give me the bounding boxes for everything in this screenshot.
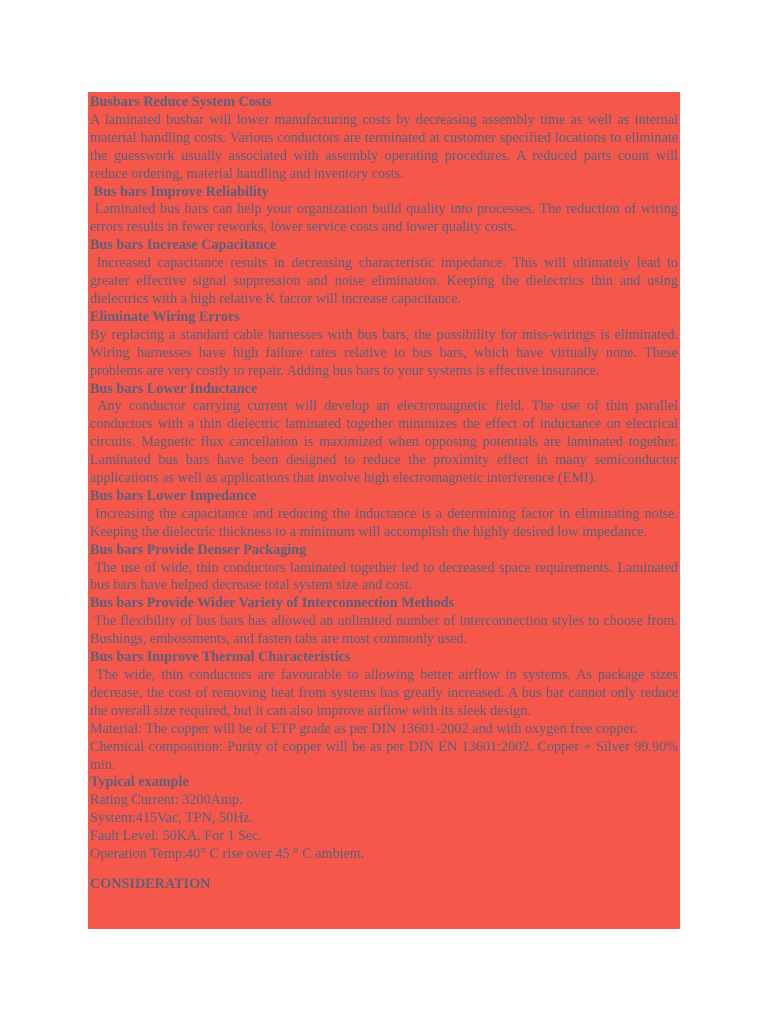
typical-line: Fault Level: 50KA. For 1 Sec. xyxy=(90,828,263,845)
section-heading: Bus bars Lower Inductance xyxy=(90,380,258,397)
section-heading: Bus bars Increase Capacitance xyxy=(90,237,277,254)
section-heading: Bus bars Provide Denser Packaging xyxy=(90,541,307,558)
section-body: Laminated bus bars can help your organization build quality into processes. The reduction of wiring errors results in fewer reworks, lower service costs and lower quality costs. xyxy=(90,201,682,236)
section-heading: Eliminate Wiring Errors xyxy=(90,308,240,325)
section-body: Any conductor carrying current will develop an electromagnetic field. The use of thin parallel conductors with a thin dielectric laminated together minimizes the effect of inductance on electrical circuits. Magnetic flux cancellation is maximized when opposing potentials are laminated together. Laminated bus bars have been designed to reduce the proximity effect in many semiconductor applications as well as applications that involve high electromagnetic interference (EMI). xyxy=(90,398,682,487)
section-body: The flexibility of bus bars has allowed an unlimited number of interconnection styles to choose from. Bushings, embossments, and fasten tabs are most commonly used. xyxy=(90,613,682,648)
section-heading: Busbars Reduce System Costs xyxy=(90,94,272,110)
section-body: Increasing the capacitance and reducing the inductance is a determining factor in eliminating noise. Keeping the dielectric thickness to a minimum will accomplish the highly desired low impedance. xyxy=(90,505,682,540)
section-body: The wide, thin conductors are favourable to allowing better airflow in systems. As package sizes decrease, the cost of removing heat from systems has greatly increased. A bus bar cannot only reduce the overall size required, but it can also improve airflow with its sleek design. xyxy=(90,667,682,719)
section-body: Increased capacitance results in decreasing characteristic impedance. This will ultimately lead to greater effective signal suppression and noise elimination. Keeping the dielectrics thin and using dielectrics with a high relative K factor will increase capacitance. xyxy=(90,255,682,307)
typical-line: Rating Current: 3200Amp. xyxy=(90,792,243,809)
material-text: Material: The copper will be of ETP grade as per DIN 13601-2002 and with oxygen free copper. xyxy=(90,720,638,737)
section-heading: Bus bars Improve Thermal Characteristics xyxy=(90,649,351,666)
section-body: By replacing a standard cable harnesses with bus bars, the possibility for miss-wirings is eliminated. Wiring harnesses have high failure rates relative to bus bars, which have virtually none. These problems are very costly to repair. Adding bus bars to your systems is effective insurance. xyxy=(90,326,682,379)
section-body: The use of wide, thin conductors laminated together led to decreased space requirements. Laminated bus bars have helped decrease total system size and cost. xyxy=(90,559,682,594)
section-heading: Bus bars Provide Wider Variety of Interconnection Methods xyxy=(90,595,455,612)
section-heading: Bus bars Improve Reliability xyxy=(90,183,269,200)
typical-line: System:415Vac, TPN, 50Hz. xyxy=(90,810,254,827)
consideration-heading: CONSIDERATION xyxy=(90,875,211,892)
typical-line: Operation Temp:40° C rise over 45 ° C ambient. xyxy=(90,846,365,863)
document-panel xyxy=(88,92,680,929)
section-body: A laminated busbar will lower manufacturing costs by decreasing assembly time as well as internal material handling costs. Various conductors are terminated at customer specified locations to eliminate the guesswork usually associated with assembly operating procedures. A reduced parts count will reduce ordering, material handling and inventory costs. xyxy=(90,111,682,182)
section-heading: Bus bars Lower Impedance xyxy=(90,487,257,504)
chemical-composition-text: Chemical composition: Purity of copper will be as per DIN EN 13601:2002. Copper + Silver 99.90% min. xyxy=(90,738,682,773)
typical-example-heading: Typical example xyxy=(90,774,189,791)
spacer xyxy=(90,864,678,876)
